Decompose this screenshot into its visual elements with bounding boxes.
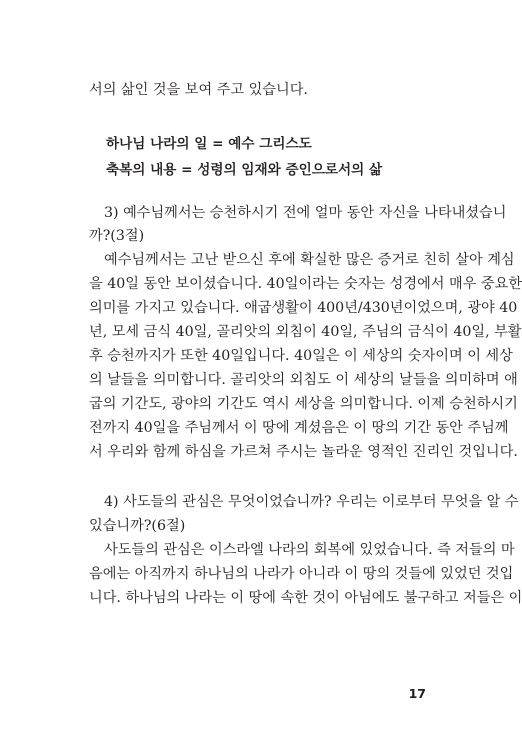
answer-3-line: 의미를 가지고 있습니다. 애굽생활이 400년/430년이었으며, 광야 40 — [89, 300, 518, 316]
question-3-line-2: 까?(3절) — [89, 228, 145, 244]
page-number: 17 — [408, 686, 426, 701]
answer-3-line: 후 승천까지가 또한 40일입니다. 40일은 이 세상의 숫자이며 이 세상 — [89, 348, 513, 364]
answer-3-line: 년, 모세 금식 40일, 골리앗의 외침이 40일, 주님의 금식이 40일, 부활 — [89, 324, 522, 340]
summary-line-blessing-content: 축복의 내용 = 성령의 임재와 증인으로서의 삶 — [106, 162, 383, 178]
summary-line-kingdom-work: 하나님 나라의 일 = 예수 그리스도 — [106, 136, 312, 152]
question-3-line-1: 3) 예수님께서는 승천하시기 전에 얼마 동안 자신을 나타내셨습니 — [104, 205, 507, 221]
answer-4-line: 사도들의 관심은 이스라엘 나라의 회복에 있었습니다. 즉 저들의 마 — [104, 542, 515, 558]
answer-3-line: 을 40일 동안 보이셨습니다. 40일이라는 숫자는 성경에서 매우 중요한 — [89, 276, 522, 292]
answer-4-line: 니다. 하나님의 나라는 이 땅에 속한 것이 아님에도 불구하고 저들은 이 — [89, 590, 522, 606]
answer-3-line: 서 우리와 함께 하심을 가르쳐 주시는 놀라운 영적인 진리인 것입니다. — [89, 444, 518, 460]
answer-3-line: 굽의 기간도, 광야의 기간도 역시 세상을 의미합니다. 이제 승천하시기 — [89, 396, 518, 412]
question-4-line-1: 4) 사도들의 관심은 무엇이었습니까? 우리는 이로부터 무엇을 알 수 — [104, 494, 519, 510]
question-4-line-2: 있습니까?(6절) — [89, 518, 186, 534]
answer-3-line: 예수님께서는 고난 받으신 후에 확실한 많은 증거로 친히 살아 계심 — [104, 252, 515, 268]
intro-text-line: 서의 삶인 것을 보여 주고 있습니다. — [89, 82, 308, 98]
answer-4-line: 음에는 아직까지 하나님의 나라가 아니라 이 땅의 것들에 있었던 것입 — [89, 566, 514, 582]
answer-3-line: 의 날들을 의미합니다. 골리앗의 외침도 이 세상의 날들을 의미하며 애 — [89, 372, 518, 388]
answer-3-line: 전까지 40일을 주님께서 이 땅에 계셨음은 이 땅의 기간 동안 주님께 — [89, 420, 509, 436]
